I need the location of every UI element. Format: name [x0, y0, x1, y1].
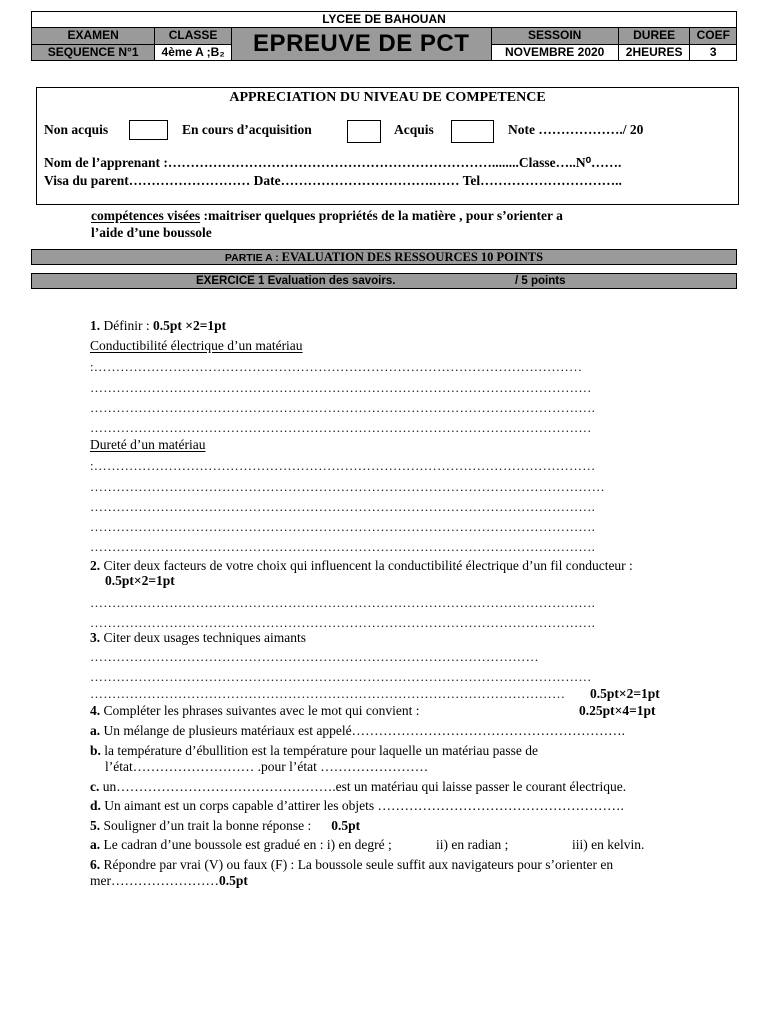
en-cours-label: En cours d’acquisition: [182, 122, 312, 137]
answer-line[interactable]: ……………………………………………………………………………………………………: [90, 669, 592, 684]
question-4: 4. Compléter les phrases suivantes avec le mot qui convient :: [90, 703, 420, 718]
question-5: 5. Souligner d’un trait la bonne réponse : 0.5pt: [90, 818, 361, 833]
competences-text-2: l’aide d’une boussole: [91, 225, 212, 240]
question-2: 2. Citer deux facteurs de votre choix qui influencent la conductibilité électrique d’un fil conducteur :: [90, 558, 633, 573]
answer-line[interactable]: …………………………………………………………………………………………………….: [90, 595, 596, 610]
answer-line[interactable]: ……………………………………………………………………………………………………: [90, 380, 592, 395]
examen-label: EXAMEN: [32, 28, 155, 45]
classe-value: 4ème A ;B₂: [155, 44, 232, 61]
answer-line[interactable]: …………………………………………………………………………………………: [90, 649, 539, 664]
partie-a-title: EVALUATION DES RESSOURCES 10 POINTS: [281, 250, 544, 264]
answer-line[interactable]: :…………………………………………………………………………………………………: [90, 359, 583, 374]
visa-parent-field[interactable]: Visa du parent……………………… Date…………………………….…… Tel…………………………..: [44, 173, 622, 188]
question-1: 1. Définir : 0.5pt ×2=1pt: [90, 318, 227, 333]
note-field[interactable]: Note ………………./ 20: [508, 122, 644, 137]
partie-a-bar: [31, 249, 737, 265]
question-6-points: 0.5pt: [219, 873, 248, 888]
coef-label: COEF: [690, 28, 737, 45]
partie-a-prefix: PARTIE A :: [224, 252, 282, 264]
question-6-cont[interactable]: mer……………………0.5pt: [90, 873, 248, 888]
session-label: SESSOIN: [491, 28, 618, 45]
nom-apprenant-field[interactable]: Nom de l’apprenant :………………………………………………………………........Classe…..N⁰…….: [44, 155, 622, 170]
answer-line[interactable]: …………………………………………………………………………………………………….: [90, 615, 596, 630]
classe-label: CLASSE: [155, 28, 232, 45]
question-1-sub-2: Dureté d’un matériau: [90, 437, 206, 452]
answer-line[interactable]: :……………………………………………………………………………………………………: [90, 458, 596, 473]
question-1-sub-1: Conductibilité électrique d’un matériau: [90, 338, 303, 353]
session-value: NOVEMBRE 2020: [491, 44, 618, 61]
question-6: 6. Répondre par vrai (V) ou faux (F) : La boussole seule suffit aux navigateurs pour s’orienter en: [90, 857, 614, 872]
competences-line: [91, 208, 563, 224]
acquis-label: Acquis: [394, 122, 434, 137]
page-title: EPREUVE DE PCT: [231, 28, 491, 61]
non-acquis-label: Non acquis: [44, 122, 109, 137]
exercice-1-title: EXERCICE 1 Evaluation des savoirs.: [196, 275, 396, 287]
answer-line[interactable]: ………………………………………………………………………………………………………: [90, 479, 605, 494]
option-kelvin[interactable]: iii) en kelvin.: [572, 837, 645, 852]
answer-line[interactable]: ………………………………………………………………………………………………: [90, 686, 566, 701]
question-3: 3. Citer deux usages techniques aimants: [90, 630, 306, 645]
question-4d[interactable]: d. Un aimant est un corps capable d’attirer les objets ……………………………………………….: [90, 798, 624, 813]
question-4-points: 0.25pt×4=1pt: [579, 703, 656, 718]
answer-line[interactable]: ……………………………………………………………………………………………………: [90, 420, 592, 435]
school-name: LYCEE DE BAHOUAN: [32, 12, 737, 28]
answer-line[interactable]: …………………………………………………………………………………………………….: [90, 499, 596, 514]
question-5a: a. Le cadran d’une boussole est gradué en : i) en degré ;: [90, 837, 392, 852]
answer-line[interactable]: …………………………………………………………………………………………………….: [90, 539, 596, 554]
appreciation-title: APPRECIATION DU NIVEAU DE COMPETENCE: [229, 90, 546, 105]
question-2-points: 0.5pt×2=1pt: [105, 573, 175, 588]
question-5-points: 0.5pt: [331, 818, 361, 833]
option-degre[interactable]: Le cadran d’une boussole est gradué en : i) en degré ;: [100, 837, 392, 852]
question-4a[interactable]: a. Un mélange de plusieurs matériaux est appelé…………………………………………………….: [90, 723, 626, 738]
question-1-points: 0.5pt ×2=1pt: [153, 318, 227, 333]
non-acquis-checkbox[interactable]: [129, 120, 168, 140]
acquis-checkbox[interactable]: [451, 120, 494, 143]
question-4c[interactable]: c. un………………………………………….est un matériau qui laisse passer le courant électrique.: [90, 779, 627, 794]
sequence-value: SEQUENCE N°1: [32, 44, 155, 61]
duree-label: DUREE: [618, 28, 690, 45]
competences-text: :maitriser quelques propriétés de la matière , pour s’orienter a: [200, 208, 563, 223]
question-4b-cont[interactable]: l’état……………………… .pour l’état ……………………: [105, 759, 429, 774]
answer-line[interactable]: …………………………………………………………………………………………………….: [90, 400, 596, 415]
coef-value: 3: [690, 44, 737, 61]
question-3-points: 0.5pt×2=1pt: [590, 686, 660, 701]
appreciation-box: [36, 87, 739, 205]
question-4b[interactable]: b. la température d’ébullition est la température pour laquelle un matériau passe de: [90, 743, 538, 758]
header-table: [31, 11, 737, 61]
duree-value: 2HEURES: [618, 44, 690, 61]
answer-line[interactable]: …………………………………………………………………………………………………….: [90, 519, 596, 534]
option-radian[interactable]: ii) en radian ;: [436, 837, 509, 852]
competences-label: compétences visées: [91, 208, 201, 223]
en-cours-checkbox[interactable]: [347, 120, 381, 143]
exercice-1-points: / 5 points: [515, 275, 566, 287]
exercice-1-bar: [31, 273, 737, 289]
